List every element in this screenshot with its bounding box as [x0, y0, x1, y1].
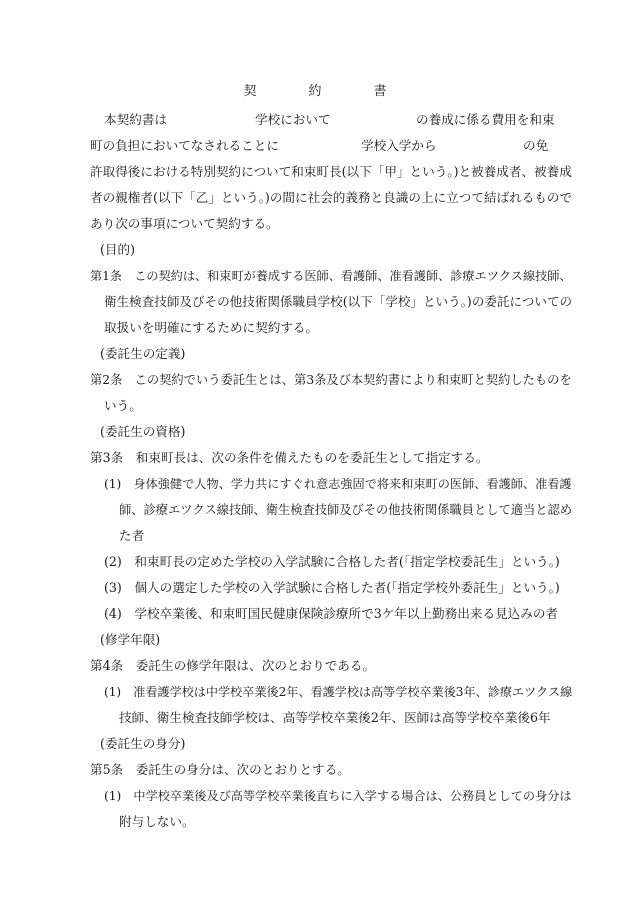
article-1-line-2: 衛生検査技師及びその他技術関係職員学校(以下「学校」という。)の委託についての: [104, 294, 573, 309]
intro-line-2b: 学校入学から: [361, 138, 437, 153]
intro-line-4: 者の親権者(以下「乙」という。)の間に社会的義務と良識の上に立つて結ばれるもので: [90, 190, 573, 205]
article-3-item-3: (3) 個人の選定した学校の入学試験に合格した者(「指定学校外委託生」という。): [104, 580, 560, 595]
article-4-item-1-line-1: (1) 准看護学校は中学校卒業後2年、看護学校は高等学校卒業後3年、診療エツクス線: [104, 685, 573, 699]
article-3-heading: (委託生の資格): [100, 424, 186, 439]
article-1-line-1: 第1条 この契約は、和束町が養成する医師、看護師、准看護師、診療エツクス線技師、: [90, 269, 572, 283]
article-4-heading: (修学年限): [100, 632, 161, 647]
article-3-item-1-line-3: た者: [119, 528, 145, 543]
document-title: [0, 84, 630, 100]
article-3-line-1: 第3条 和束町長は、次の条件を備えたものを委託生として指定する。: [90, 450, 489, 465]
article-5-item-1-line-2: 附与しない。: [119, 814, 195, 829]
article-3-item-1-line-2: 師、診療エツクス線技師、衛生検査技師及びその他技術関係職員として適当と認め: [119, 503, 573, 517]
intro-line-1b: 学校において: [255, 112, 331, 127]
intro-line-1a: 本契約書は: [104, 112, 167, 127]
article-4-item-1-line-2: 技師、衛生検査技師学校は、高等学校卒業後2年、医師は高等学校卒業後6年: [119, 710, 551, 725]
article-3-item-2: (2) 和束町長の定めた学校の入学試験に合格した者(「指定学校委託生」という。): [104, 554, 560, 569]
article-5-heading: (委託生の身分): [100, 736, 186, 751]
title-char-1: 契: [243, 84, 257, 99]
article-2-line-2: いう。: [104, 398, 142, 413]
intro-line-2c: の免: [523, 138, 549, 153]
article-1-heading: (目的): [100, 242, 136, 257]
intro-line-2a: 町の負担においてなされることに: [90, 138, 279, 153]
intro-line-3: 許取得後における特別契約について和束町長(以下「甲」という。)と被養成者、被養成: [90, 164, 572, 179]
article-2-line-1: 第2条 この契約でいう委託生とは、第3条及び本契約書により和束町と契約したものを: [90, 373, 572, 387]
article-5-line-1: 第5条 委託生の身分は、次のとおりとする。: [90, 762, 350, 777]
intro-line-5: あり次の事項について契約する。: [90, 216, 279, 231]
title-char-3: 書: [373, 84, 387, 99]
article-5-item-1-line-1: (1) 中学校卒業後及び高等学校卒業後直ちに入学する場合は、公務員としての身分は: [104, 789, 572, 803]
article-4-line-1: 第4条 委託生の修学年限は、次のとおりである。: [90, 658, 376, 673]
article-3-item-4: (4) 学校卒業後、和束町国民健康保険診療所で3ケ年以上勤務出来る見込みの者: [104, 606, 559, 621]
intro-line-1c: の養成に係る費用を和束: [416, 112, 555, 127]
article-1-line-3: 取扱いを明確にするために契約する。: [104, 320, 319, 335]
article-2-heading: (委託生の定義): [100, 346, 186, 361]
article-3-item-1-line-1: (1) 身体強健で人物、学力共にすぐれ意志強固で将来和束町の医師、看護師、准看護: [104, 477, 572, 491]
title-char-2: 約: [308, 84, 322, 99]
